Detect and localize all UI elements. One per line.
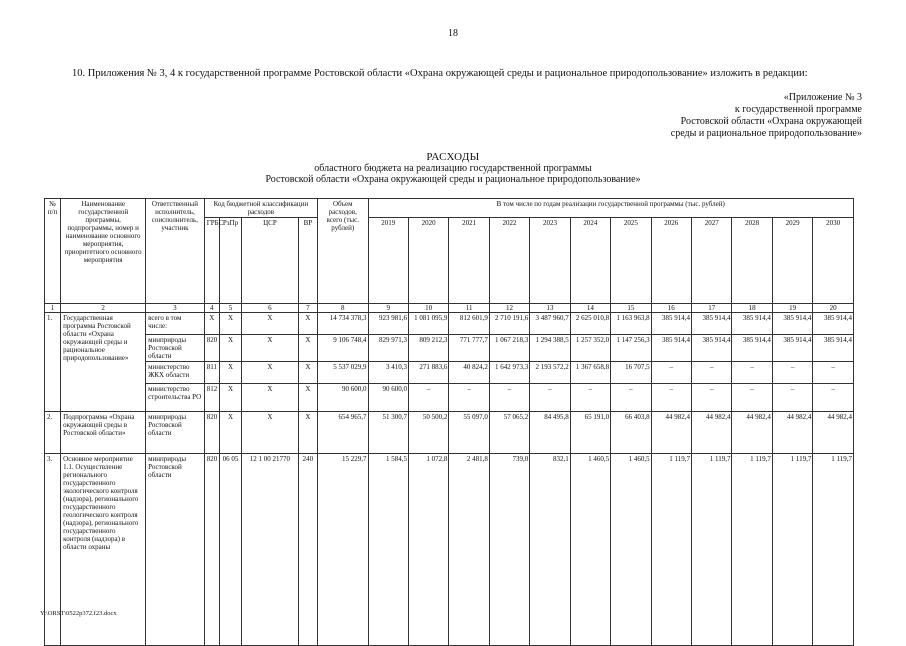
row-name: Подпрограмма «Охрана окружающей среды в Ростовской области» — [61, 412, 146, 454]
header-year: 2021 — [449, 218, 489, 304]
responsible-cell: минприроды Ростовской области — [146, 454, 205, 646]
header-year: 2023 — [530, 218, 570, 304]
year-value-cell: – — [813, 384, 854, 412]
grbs-cell: 812 — [204, 384, 219, 412]
column-number: 14 — [570, 304, 610, 313]
file-path-footer: Y:\ORST\0522p372.f23.docx — [40, 610, 117, 617]
year-value-cell: 44 982,4 — [692, 412, 732, 454]
title-main: РАСХОДЫ — [426, 151, 480, 163]
year-value-cell: 385 914,4 — [772, 335, 812, 362]
table-row — [45, 412, 854, 454]
header-year: 2019 — [368, 218, 408, 304]
column-number: 16 — [651, 304, 691, 313]
vr-cell: X — [298, 412, 317, 454]
year-value-cell: 2 193 572,2 — [530, 362, 570, 384]
responsible-cell: министерство строительства РО — [146, 384, 205, 412]
header-grbs: ГРБС — [204, 218, 219, 304]
year-value-cell: 1 147 256,3 — [611, 335, 651, 362]
csr-cell: X — [242, 313, 299, 335]
year-value-cell: 3 487 960,7 — [530, 313, 570, 335]
year-value-cell: 44 982,4 — [772, 412, 812, 454]
vr-cell: X — [298, 313, 317, 335]
header-vr: ВР — [298, 218, 317, 304]
header-year: 2024 — [570, 218, 610, 304]
column-number: 13 — [530, 304, 570, 313]
rzpr-cell: X — [219, 384, 241, 412]
header-year: 2025 — [611, 218, 651, 304]
column-number: 7 — [298, 304, 317, 313]
total-cell: 15 229,7 — [317, 454, 368, 646]
column-number: 10 — [408, 304, 448, 313]
header-rzpr: РзПр — [219, 218, 241, 304]
year-value-cell: 65 191,0 — [570, 412, 610, 454]
rzpr-cell: 06 05 — [219, 454, 241, 646]
year-value-cell: – — [489, 384, 529, 412]
year-value-cell: 1 460,5 — [611, 454, 651, 646]
year-value-cell: 271 883,6 — [408, 362, 448, 384]
year-value-cell: – — [651, 384, 691, 412]
year-value-cell: 44 982,4 — [651, 412, 691, 454]
header-name: Наименование государственной программы, подпрограммы, номер и наименование основного мероприятия, приоритетного основного мероприятия — [61, 199, 146, 304]
year-value-cell: 739,0 — [489, 454, 529, 646]
row-number: 1. — [45, 313, 61, 412]
column-number: 4 — [204, 304, 219, 313]
csr-cell: X — [242, 384, 299, 412]
year-value-cell: 1 642 973,3 — [489, 362, 529, 384]
total-cell: 654 965,7 — [317, 412, 368, 454]
row-name: Основное мероприятие 1.1. Осуществление регионального государственного экологического контроля (надзора), регионального государственного геологического контроля (надзора), регионального государственного контроля (надзора) в области охраны — [61, 454, 146, 646]
table-row — [45, 335, 854, 362]
year-value-cell: 385 914,4 — [813, 313, 854, 335]
header-year: 2026 — [651, 218, 691, 304]
year-value-cell: 1 072,8 — [408, 454, 448, 646]
year-value-cell: 1 257 352,0 — [570, 335, 610, 362]
header-year: 2027 — [692, 218, 732, 304]
row-name: Государственная программа Ростовской области «Охрана окружающей среды и рациональное природопользование» — [61, 313, 146, 412]
year-value-cell: 2 481,8 — [449, 454, 489, 646]
total-cell: 5 537 029,9 — [317, 362, 368, 384]
year-value-cell: – — [732, 362, 772, 384]
year-value-cell: – — [813, 362, 854, 384]
rzpr-cell: X — [219, 313, 241, 335]
year-value-cell: 385 914,4 — [732, 313, 772, 335]
column-number: 9 — [368, 304, 408, 313]
appendix-line: к государственной программе — [734, 104, 862, 115]
row-number: 2. — [45, 412, 61, 454]
year-value-cell: 51 300,7 — [368, 412, 408, 454]
year-value-cell: 385 914,4 — [651, 335, 691, 362]
rzpr-cell: X — [219, 362, 241, 384]
grbs-cell: X — [204, 313, 219, 335]
column-number: 3 — [146, 304, 205, 313]
year-value-cell: 44 982,4 — [732, 412, 772, 454]
grbs-cell: 811 — [204, 362, 219, 384]
year-value-cell: 771 777,7 — [449, 335, 489, 362]
responsible-cell: минприроды Ростовской области — [146, 335, 205, 362]
responsible-cell: министерство ЖКХ области — [146, 362, 205, 384]
table-row — [45, 384, 854, 412]
csr-cell: 12 1 00 21770 — [242, 454, 299, 646]
year-value-cell: 84 495,8 — [530, 412, 570, 454]
rzpr-cell: X — [219, 412, 241, 454]
year-value-cell: 1 119,7 — [692, 454, 732, 646]
year-value-cell: 66 403,8 — [611, 412, 651, 454]
column-number: 8 — [317, 304, 368, 313]
intro-paragraph: 10. Приложения № 3, 4 к государственной программе Ростовской области «Охрана окружающей среды и рациональное природопользование» изложить в редакции: — [72, 68, 808, 79]
header-responsible: Ответственный исполнитель, соисполнитель, участник — [146, 199, 205, 304]
appendix-line: «Приложение № 3 — [783, 92, 862, 103]
year-value-cell: 1 081 095,9 — [408, 313, 448, 335]
page-number: 18 — [448, 28, 458, 39]
expenses-table — [44, 198, 854, 646]
year-value-cell: – — [449, 384, 489, 412]
column-number: 15 — [611, 304, 651, 313]
year-value-cell: 1 119,7 — [651, 454, 691, 646]
year-value-cell: 2 710 191,6 — [489, 313, 529, 335]
column-number: 11 — [449, 304, 489, 313]
header-year: 2020 — [408, 218, 448, 304]
column-number-row — [45, 304, 854, 313]
year-value-cell: 1 163 963,8 — [611, 313, 651, 335]
row-number: 3. — [45, 454, 61, 646]
table-row — [45, 362, 854, 384]
column-number: 18 — [732, 304, 772, 313]
column-number: 2 — [61, 304, 146, 313]
year-value-cell: 385 914,4 — [692, 313, 732, 335]
year-value-cell: 1 119,7 — [732, 454, 772, 646]
grbs-cell: 820 — [204, 454, 219, 646]
year-value-cell: 809 212,3 — [408, 335, 448, 362]
year-value-cell: 829 971,3 — [368, 335, 408, 362]
header-year: 2029 — [772, 218, 812, 304]
year-value-cell: 385 914,4 — [651, 313, 691, 335]
csr-cell: X — [242, 362, 299, 384]
year-value-cell: 2 625 010,8 — [570, 313, 610, 335]
year-value-cell: 385 914,4 — [732, 335, 772, 362]
header-volume: Объем расходов, всего (тыс. рублей) — [317, 199, 368, 304]
column-number: 5 — [219, 304, 241, 313]
header-num: № п/п — [45, 199, 61, 304]
column-number: 1 — [45, 304, 61, 313]
total-cell: 90 600,0 — [317, 384, 368, 412]
year-value-cell: 1 460,5 — [570, 454, 610, 646]
year-value-cell: 385 914,4 — [692, 335, 732, 362]
vr-cell: 240 — [298, 454, 317, 646]
appendix-line: среды и рациональное природопользование» — [670, 128, 862, 139]
year-value-cell: – — [651, 362, 691, 384]
vr-cell: X — [298, 362, 317, 384]
year-value-cell: – — [570, 384, 610, 412]
year-value-cell: 50 500,2 — [408, 412, 448, 454]
header-code-group: Код бюджетной классификации расходов — [204, 199, 317, 218]
year-value-cell: – — [611, 384, 651, 412]
year-value-cell: 16 707,5 — [611, 362, 651, 384]
year-value-cell: 1 119,7 — [813, 454, 854, 646]
responsible-cell: всего в том числе: — [146, 313, 205, 335]
year-value-cell: – — [732, 384, 772, 412]
total-cell: 14 734 378,3 — [317, 313, 368, 335]
csr-cell: X — [242, 412, 299, 454]
rzpr-cell: X — [219, 335, 241, 362]
column-number: 20 — [813, 304, 854, 313]
year-value-cell: 812 601,9 — [449, 313, 489, 335]
grbs-cell: 820 — [204, 412, 219, 454]
year-value-cell: 1 294 388,5 — [530, 335, 570, 362]
year-value-cell: 40 824,2 — [449, 362, 489, 384]
header-csr: ЦСР — [242, 218, 299, 304]
vr-cell: X — [298, 384, 317, 412]
header-year: 2022 — [489, 218, 529, 304]
year-value-cell: 1 119,7 — [772, 454, 812, 646]
column-number: 6 — [242, 304, 299, 313]
appendix-header — [602, 92, 862, 140]
year-value-cell: – — [408, 384, 448, 412]
table-row — [45, 454, 854, 646]
year-value-cell: 832,1 — [530, 454, 570, 646]
total-cell: 9 106 748,4 — [317, 335, 368, 362]
header-years-group: В том числе по годам реализации государственной программы (тыс. рублей) — [368, 199, 853, 218]
appendix-line: Ростовской области «Охрана окружающей — [680, 116, 862, 127]
column-number: 17 — [692, 304, 732, 313]
column-number: 12 — [489, 304, 529, 313]
column-number: 19 — [772, 304, 812, 313]
year-value-cell: – — [692, 384, 732, 412]
year-value-cell: 1 067 218,3 — [489, 335, 529, 362]
csr-cell: X — [242, 335, 299, 362]
vr-cell: X — [298, 335, 317, 362]
title-subtitle: областного бюджета на реализацию государственной программы — [314, 163, 592, 174]
year-value-cell: 3 410,3 — [368, 362, 408, 384]
year-value-cell: 385 914,4 — [772, 313, 812, 335]
year-value-cell: 923 981,6 — [368, 313, 408, 335]
year-value-cell: 385 914,4 — [813, 335, 854, 362]
year-value-cell: – — [772, 362, 812, 384]
header-year: 2028 — [732, 218, 772, 304]
year-value-cell: – — [530, 384, 570, 412]
year-value-cell: – — [772, 384, 812, 412]
title-subtitle: Ростовской области «Охрана окружающей среды и рациональное природопользование» — [265, 174, 641, 185]
year-value-cell: 1 367 658,8 — [570, 362, 610, 384]
year-value-cell: – — [692, 362, 732, 384]
table-row — [45, 313, 854, 335]
responsible-cell: минприроды Ростовской области — [146, 412, 205, 454]
header-year: 2030 — [813, 218, 854, 304]
year-value-cell: 90 600,0 — [368, 384, 408, 412]
year-value-cell: 44 982,4 — [813, 412, 854, 454]
grbs-cell: 820 — [204, 335, 219, 362]
year-value-cell: 1 584,5 — [368, 454, 408, 646]
document-title — [0, 152, 906, 185]
year-value-cell: 57 065,2 — [489, 412, 529, 454]
table-body — [45, 313, 854, 646]
year-value-cell: 55 097,0 — [449, 412, 489, 454]
